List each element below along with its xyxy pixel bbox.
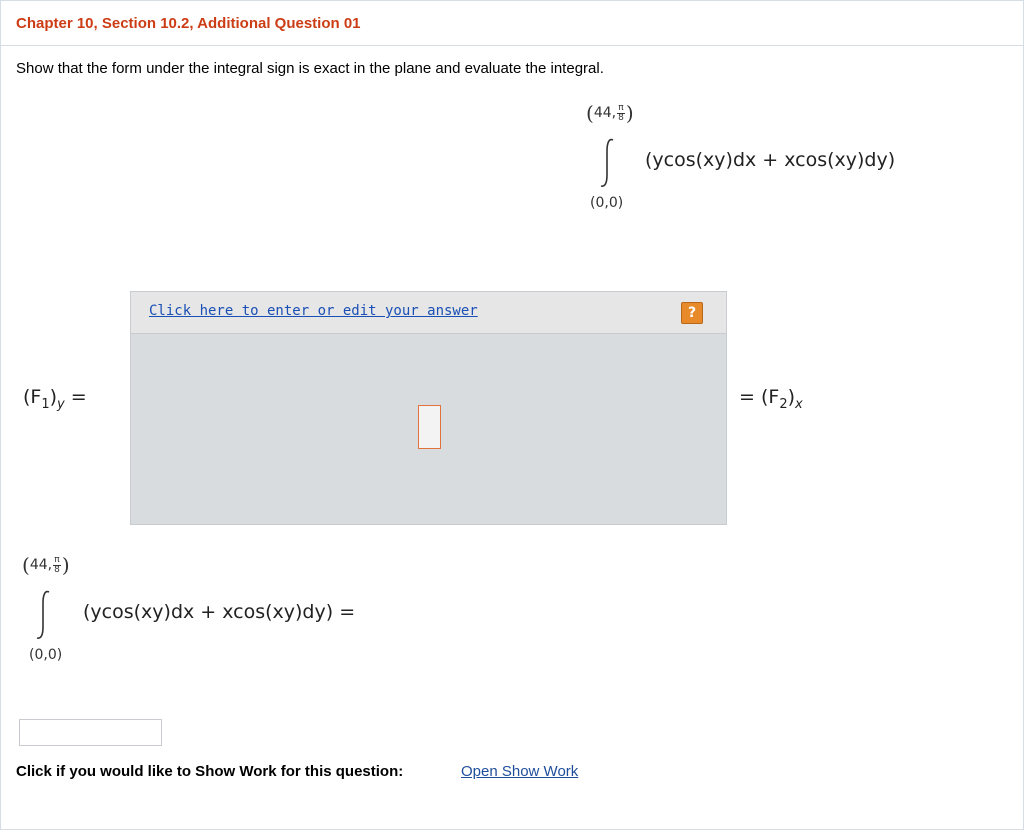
integral-bottom-lower-limit: (0,0): [29, 647, 63, 663]
f1-partial-label: $(F_1)_y$ =: [23, 386, 87, 412]
answer-editor[interactable]: [130, 291, 727, 525]
chapter-title: Chapter 10, Section 10.2, Additional Question 01: [16, 15, 361, 32]
integral-top-lower-limit: (0,0): [590, 195, 624, 211]
question-prompt: Show that the form under the integral sign is exact in the plane and evaluate the integral.: [16, 60, 604, 77]
integral-bottom-integrand: (ycos(xy)dx + xcos(xy)dy) =: [83, 601, 356, 623]
help-icon[interactable]: ?: [681, 302, 703, 324]
answer-placeholder-box[interactable]: [418, 405, 441, 449]
editor-toolbar: [131, 292, 726, 334]
edit-answer-link[interactable]: Click here to enter or edit your answer: [149, 303, 478, 319]
integral-sign-icon: [32, 589, 54, 641]
integral-sign-icon: [596, 137, 618, 189]
show-work-label: Click if you would like to Show Work for this question:: [16, 763, 404, 780]
open-show-work-link[interactable]: Open Show Work: [461, 763, 579, 780]
integral-top-integrand: (ycos(xy)dx + xcos(xy)dy): [645, 149, 896, 171]
integral-bottom-upper-limit: (44, $\frac{\pi}{8}$ ): [22, 553, 70, 577]
integral-answer-input[interactable]: [19, 719, 162, 746]
integral-top-upper-limit: (44, $\frac{\pi}{8}$ ): [586, 101, 634, 125]
f2-partial-label: = $(F_2)_x$: [739, 386, 803, 412]
question-header: [1, 1, 1023, 46]
integral-bottom: [17, 551, 457, 671]
integral-top: [581, 99, 981, 219]
